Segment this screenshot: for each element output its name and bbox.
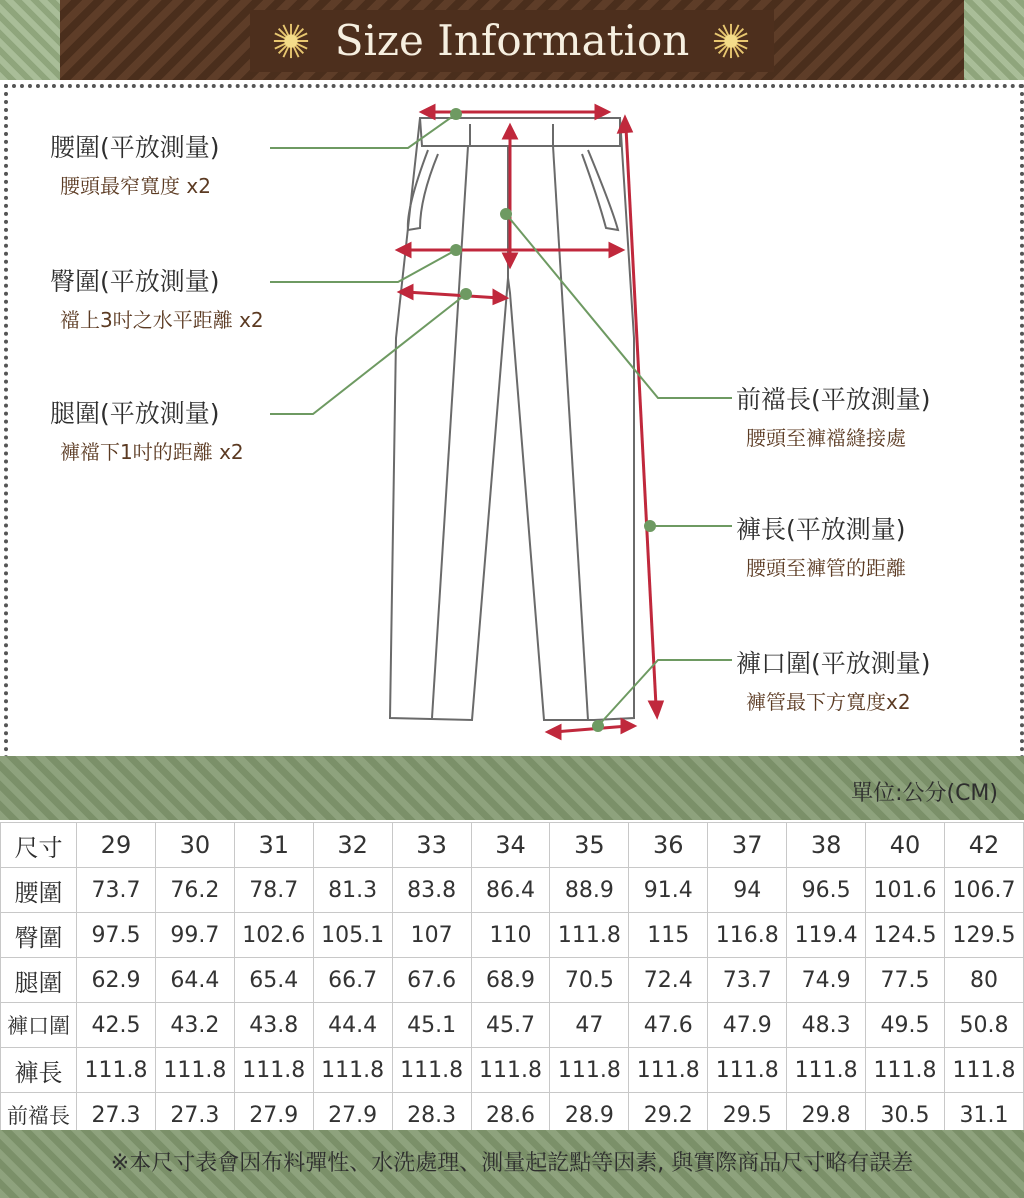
measurement-cell: 42.5: [77, 1003, 156, 1048]
measurement-cell: 47.9: [708, 1003, 787, 1048]
length-label: [736, 510, 906, 581]
hip-label: [50, 262, 264, 333]
front-rise-label-title: 前襠長(平放測量): [736, 385, 931, 414]
measurement-cell: 111.8: [708, 1048, 787, 1093]
measurement-cell: 44.4: [313, 1003, 392, 1048]
table-row: [1, 868, 1024, 913]
size-cell: 29: [77, 823, 156, 868]
thigh-label-desc: 褲襠下1吋的距離 x2: [60, 440, 244, 464]
row-label: 褲長: [1, 1048, 77, 1093]
size-cell: 40: [866, 823, 945, 868]
page-title: Size Information: [334, 16, 690, 65]
hem-label-title: 褲口圍(平放測量): [736, 649, 931, 678]
measurement-cell: 111.8: [787, 1048, 866, 1093]
measurement-cell: 116.8: [708, 913, 787, 958]
measurement-cell: 111.8: [629, 1048, 708, 1093]
measurement-cell: 107: [392, 913, 471, 958]
size-cell: 35: [550, 823, 629, 868]
measurement-cell: 110: [471, 913, 550, 958]
row-label: 前襠長: [1, 1093, 77, 1138]
length-label-title: 褲長(平放測量): [736, 515, 906, 544]
unit-label: 單位:公分(CM): [851, 781, 998, 806]
measurement-cell: 47.6: [629, 1003, 708, 1048]
measurement-cell: 50.8: [944, 1003, 1023, 1048]
measurement-cell: 45.1: [392, 1003, 471, 1048]
measurement-cell: 111.8: [234, 1048, 313, 1093]
measurement-cell: 29.8: [787, 1093, 866, 1138]
size-cell: 34: [471, 823, 550, 868]
measurement-cell: 29.2: [629, 1093, 708, 1138]
size-cell: 36: [629, 823, 708, 868]
length-label-desc: 腰頭至褲管的距離: [746, 556, 906, 580]
measurement-cell: 96.5: [787, 868, 866, 913]
measurement-cell: 68.9: [471, 958, 550, 1003]
measurement-cell: 111.8: [866, 1048, 945, 1093]
measurement-cell: 47: [550, 1003, 629, 1048]
measurement-cell: 94: [708, 868, 787, 913]
measurement-cell: 73.7: [77, 868, 156, 913]
size-cell: 31: [234, 823, 313, 868]
thigh-label: [50, 394, 244, 465]
row-label: 腰圍: [1, 868, 77, 913]
measurement-cell: 111.8: [155, 1048, 234, 1093]
row-label: 腿圍: [1, 958, 77, 1003]
measurement-cell: 102.6: [234, 913, 313, 958]
measurement-cell: 67.6: [392, 958, 471, 1003]
measurement-cell: 106.7: [944, 868, 1023, 913]
measurement-cell: 99.7: [155, 913, 234, 958]
table-row: [1, 958, 1024, 1003]
measurement-cell: 86.4: [471, 868, 550, 913]
measurement-cell: 27.3: [155, 1093, 234, 1138]
measurement-cell: 66.7: [313, 958, 392, 1003]
hip-label-desc: 襠上3吋之水平距離 x2: [60, 308, 264, 332]
measurement-cell: 62.9: [77, 958, 156, 1003]
measurement-cell: 88.9: [550, 868, 629, 913]
measurement-cell: 129.5: [944, 913, 1023, 958]
measurement-cell: 48.3: [787, 1003, 866, 1048]
row-label: 臀圍: [1, 913, 77, 958]
measurement-cell: 111.8: [550, 913, 629, 958]
measurement-cell: 80: [944, 958, 1023, 1003]
size-table: [0, 822, 1024, 1138]
hip-label-title: 臀圍(平放測量): [50, 267, 220, 296]
thigh-label-title: 腿圍(平放測量): [50, 399, 220, 428]
measurement-cell: 101.6: [866, 868, 945, 913]
waist-label: [50, 128, 220, 199]
table-header-label: 尺寸: [1, 823, 77, 868]
measurement-cell: 74.9: [787, 958, 866, 1003]
measurement-cell: 97.5: [77, 913, 156, 958]
measurement-cell: 124.5: [866, 913, 945, 958]
measurement-cell: 111.8: [313, 1048, 392, 1093]
front-rise-label-desc: 腰頭至褲襠縫接處: [746, 426, 906, 450]
measurement-cell: 77.5: [866, 958, 945, 1003]
measurement-cell: 28.6: [471, 1093, 550, 1138]
title-plate: [250, 10, 774, 72]
measurement-cell: 70.5: [550, 958, 629, 1003]
measurement-cell: 111.8: [471, 1048, 550, 1093]
footer-bar: [0, 1130, 1024, 1198]
table-row: [1, 1048, 1024, 1093]
measurement-cell: 91.4: [629, 868, 708, 913]
size-cell: 38: [787, 823, 866, 868]
waist-label-desc: 腰頭最窄寬度 x2: [60, 174, 211, 198]
measurement-cell: 28.3: [392, 1093, 471, 1138]
measurement-cell: 111.8: [392, 1048, 471, 1093]
measurement-cell: 119.4: [787, 913, 866, 958]
footer-note: ※本尺寸表會因布料彈性、水洗處理、測量起訖點等因素, 與實際商品尺寸略有誤差: [110, 1151, 914, 1176]
row-label: 褲口圍: [1, 1003, 77, 1048]
measurement-cell: 83.8: [392, 868, 471, 913]
measurement-cell: 72.4: [629, 958, 708, 1003]
size-cell: 30: [155, 823, 234, 868]
waist-label-title: 腰圍(平放測量): [50, 133, 220, 162]
measurement-cell: 30.5: [866, 1093, 945, 1138]
measurement-cell: 27.9: [313, 1093, 392, 1138]
leader-lines: [270, 109, 732, 731]
measurement-cell: 105.1: [313, 913, 392, 958]
measurement-cell: 111.8: [77, 1048, 156, 1093]
measurement-cell: 111.8: [550, 1048, 629, 1093]
measurement-cell: 81.3: [313, 868, 392, 913]
hem-label-desc: 褲管最下方寬度x2: [746, 690, 911, 714]
table-row: [1, 1003, 1024, 1048]
measurement-cell: 27.9: [234, 1093, 313, 1138]
measurement-cell: 29.5: [708, 1093, 787, 1138]
measurement-cell: 64.4: [155, 958, 234, 1003]
measurement-cell: 65.4: [234, 958, 313, 1003]
size-cell: 42: [944, 823, 1023, 868]
unit-bar: [0, 756, 1024, 820]
size-cell: 37: [708, 823, 787, 868]
measurement-cell: 43.8: [234, 1003, 313, 1048]
size-cell: 32: [313, 823, 392, 868]
sunburst-icon: [712, 22, 750, 60]
table-row: [1, 913, 1024, 958]
measurement-cell: 31.1: [944, 1093, 1023, 1138]
measurement-cell: 43.2: [155, 1003, 234, 1048]
pants-outline: [390, 118, 634, 720]
measurement-cell: 28.9: [550, 1093, 629, 1138]
measurement-cell: 76.2: [155, 868, 234, 913]
measurement-cell: 111.8: [944, 1048, 1023, 1093]
sunburst-icon: [272, 22, 310, 60]
measurement-cell: 27.3: [77, 1093, 156, 1138]
measurement-cell: 49.5: [866, 1003, 945, 1048]
front-rise-label: [736, 380, 931, 451]
measurement-cell: 73.7: [708, 958, 787, 1003]
header-banner: [0, 0, 1024, 80]
measurement-cell: 115: [629, 913, 708, 958]
size-cell: 33: [392, 823, 471, 868]
measurement-cell: 78.7: [234, 868, 313, 913]
table-header-row: [1, 823, 1024, 868]
hem-label: [736, 644, 931, 715]
measurement-cell: 45.7: [471, 1003, 550, 1048]
